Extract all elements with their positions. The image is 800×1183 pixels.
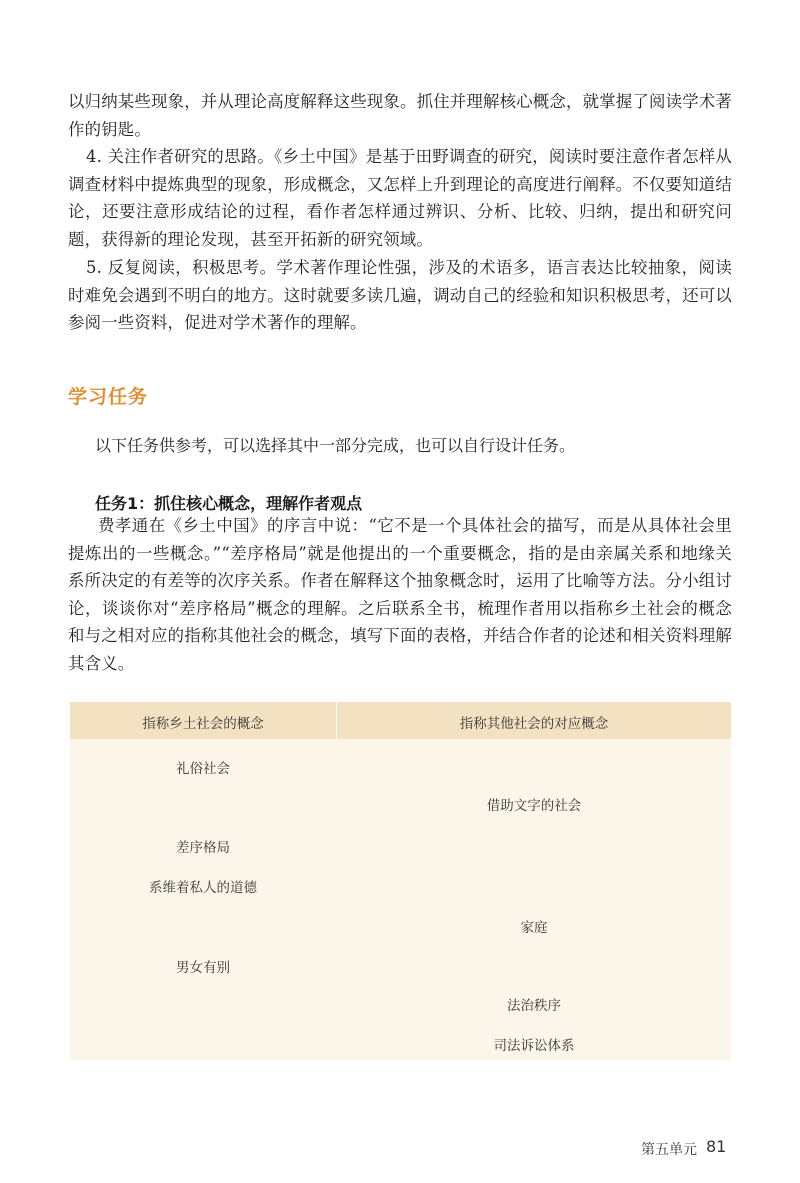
table-cell: 男女有别 [176,960,230,976]
header-other-concepts: 指称其他社会的对应概念 [459,716,609,732]
table-cell: 系维着私人的道德 [149,880,257,896]
section-intro: 以下任务供参考，可以选择其中一部分完成，也可以自行设计任务。 [95,436,576,455]
table-cell: 礼俗社会 [176,761,230,777]
table-header [70,702,731,739]
task-1-text: 费孝通在《乡土中国》的序言中说：“它不是一个具体社会的描写，而是从具体社会里提炼出的一些概念。”“差序格局”就是他提出的一个重要概念，指的是由亲属关系和地缘关系所决定的有差等的次序关系。作者在解释这个抽象概念时，运用了比喻等方法。分小组讨论，谈谈你对“差序格局”概念的理解。之后联系全书，梳理作者用以指称乡土社会的概念和与之相对应的指称其他社会的概念，填写下面的表格，并结合作者的论述和相关资料理解其含义。 [68,516,732,673]
table-cell: 差序格局 [176,840,230,856]
page-number: 81 [706,1137,727,1156]
task-1-title: 任务1：抓住核心概念，理解作者观点 [95,494,363,513]
table-cell: 家庭 [520,920,548,936]
table-cell: 司法诉讼体系 [493,1038,575,1054]
concept-table [70,702,731,1060]
section-heading: 学习任务 [68,386,149,408]
paragraph-4: 4. 关注作者研究的思路。《乡土中国》是基于田野调查的研究，阅读时要注意作者怎样从调查材料中提炼典型的现象，形成概念，又怎样上升到理论的高度进行阐释。不仅要知道结论，还要注意形成结论的过程，看作者怎样通过辨识、分析、比较、归纳，提出和研究问题，获得新的理论发现，甚至开拓新的研究领域。 [68,147,732,249]
paragraph-continued: 以归纳某些现象，并从理论高度解释这些现象。抓住并理解核心概念，就掌握了阅读学术著作的钥匙。 [68,92,732,139]
paragraph-5: 5. 反复阅读，积极思考。学术著作理论性强，涉及的术语多，语言表达比较抽象，阅读时难免会遇到不明白的地方。这时就要多读几遍，调动自己的经验和知识积极思考，还可以参阅一些资料，促进对学术著作的理解。 [68,258,732,333]
header-rural-concepts: 指称乡土社会的概念 [142,716,264,732]
table-cell: 借助文字的社会 [486,798,582,814]
footer-unit-label: 第五单元 [641,1142,697,1158]
table-cell: 法治秩序 [507,998,561,1014]
